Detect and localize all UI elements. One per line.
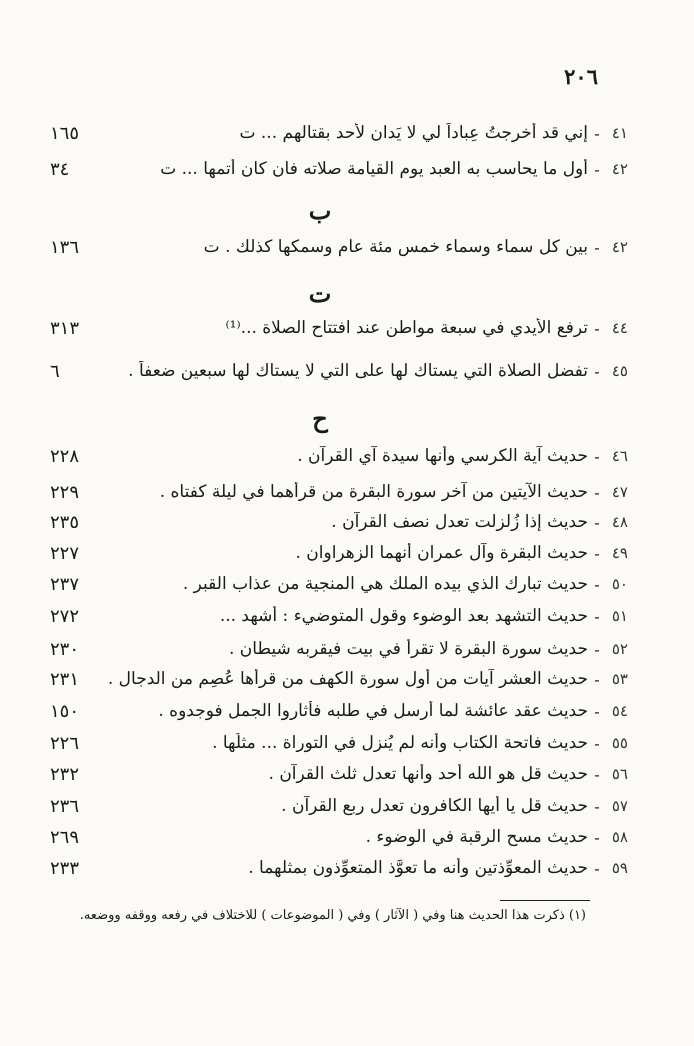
entry-dash: - (594, 543, 600, 563)
entry-marker: ٥٧ (611, 797, 628, 815)
entry-page-number: ٢٣٧ (50, 573, 80, 595)
entry-marker: ٥٨ (611, 828, 628, 846)
entry-marker: ٥٢ (611, 640, 628, 658)
index-entry (46, 356, 628, 386)
entry-dash: - (594, 574, 600, 594)
entry-text: حديث قل يا أيها الكافرون تعدل ربع القرآن . (281, 796, 588, 816)
entry-marker: ٥٤ (611, 702, 628, 720)
entry-text: حديث التشهد بعد الوضوء وقول المتوضيء : أشهد ... (219, 606, 588, 626)
entry-text: حديث الآيتين من آخر سورة البقرة من قرأهما في ليلة كفتاه . (159, 482, 588, 502)
footnote-rule (500, 900, 590, 901)
index-entry (46, 477, 628, 507)
index-entry (46, 313, 628, 343)
entry-marker: ٤٨ (611, 513, 628, 531)
entry-page-number: ٢٣٠ (50, 638, 80, 660)
entry-marker: ٥٠ (611, 575, 628, 593)
entry-text: حديث مسح الرقبة في الوضوء . (365, 827, 588, 847)
index-entry (46, 853, 628, 883)
entry-dash: - (594, 361, 600, 381)
entry-page-number: ٢٢٩ (50, 481, 80, 503)
section-heading: ب (308, 196, 332, 225)
entry-marker: ٤٧ (611, 483, 628, 501)
entry-marker: ٥١ (611, 607, 628, 625)
entry-dash: - (594, 318, 600, 338)
entry-text: إني قد أخرجتُ عِباداً لي لا يَدان لأحد بقتالهم ... ت (239, 123, 588, 143)
entry-page-number: ٢٣٢ (50, 763, 80, 785)
entry-text: حديث فاتحة الكتاب وأنه لم يُنزل في التوراة ... مثلُها . (212, 733, 588, 753)
entry-text: حديث العشر آيات من أول سورة الكهف من قرأها عُصِم من الدجال . (107, 669, 588, 689)
entry-dash: - (594, 606, 600, 626)
entry-dash: - (594, 669, 600, 689)
entry-page-number: ٢٢٦ (50, 732, 80, 754)
index-entry (46, 569, 628, 599)
entry-marker: ٤٢ (611, 160, 628, 178)
entry-page-number: ٣١٣ (50, 317, 80, 339)
index-entry (46, 822, 628, 852)
entry-text: بين كل سماء وسماء خمس مئة عام وسمكها كذلك . ت (203, 237, 588, 257)
entry-marker: ٤٢ (611, 238, 628, 256)
entry-text: حديث البقرة وآل عمران أنهما الزهراوان . (295, 543, 588, 563)
entry-text: أول ما يحاسب به العبد يوم القيامة صلاته فان كان أتمها ... ت (160, 159, 588, 179)
entry-page-number: ٢٧٢ (50, 605, 80, 627)
index-entry (46, 538, 628, 568)
entry-dash: - (594, 159, 600, 179)
entry-text: حديث تبارك الذي بيده الملك هي المنجية من عذاب القبر . (182, 574, 588, 594)
entry-text: حديث إذا زُلزلت تعدل نصف القرآن . (331, 512, 588, 532)
entry-dash: - (594, 237, 600, 257)
entry-dash: - (594, 123, 600, 143)
entry-marker: ٥٥ (611, 734, 628, 752)
index-entry (46, 728, 628, 758)
index-entry (46, 154, 628, 184)
entry-dash: - (594, 482, 600, 502)
entry-dash: - (594, 512, 600, 532)
entry-dash: - (594, 796, 600, 816)
entry-text: حديث سورة البقرة لا تقرأ في بيت فيقربه شيطان . (228, 639, 588, 659)
entry-page-number: ٣٤ (50, 158, 70, 180)
entry-page-number: ١٦٥ (50, 122, 80, 144)
entry-dash: - (594, 764, 600, 784)
entry-page-number: ٢٢٧ (50, 542, 80, 564)
entry-text: ترفع الأيدي في سبعة مواطن عند افتتاح الصلاة ...⁽¹⁾ (225, 318, 588, 338)
entry-dash: - (594, 858, 600, 878)
index-entry (46, 441, 628, 471)
entry-page-number: ٢٣٥ (50, 511, 80, 533)
entry-page-number: ٢٣٦ (50, 795, 80, 817)
entry-marker: ٤١ (611, 124, 628, 142)
index-entry (46, 232, 628, 262)
entry-text: حديث قل هو الله أحد وأنها تعدل ثلث القرآن . (268, 764, 588, 784)
index-entry (46, 791, 628, 821)
entry-marker: ٥٩ (611, 859, 628, 877)
index-entry (46, 507, 628, 537)
index-entry (46, 696, 628, 726)
footnote: (١) ذكرت هذا الحديث هنا وفي ( الآثار ) وفي ( الموضوعات ) للاختلاف في رفعه ووقفه ووضعه. (79, 908, 586, 923)
index-entry (46, 118, 628, 148)
index-entry (46, 601, 628, 631)
entry-page-number: ٦ (50, 360, 60, 382)
index-entry (46, 664, 628, 694)
entry-page-number: ٢٣٣ (50, 857, 80, 879)
entry-text: حديث آية الكرسي وأنها سيدة آي القرآن . (297, 446, 588, 466)
entry-page-number: ٢٦٩ (50, 826, 80, 848)
entry-dash: - (594, 639, 600, 659)
entry-page-number: ٢٢٨ (50, 445, 80, 467)
entry-page-number: ١٥٠ (50, 700, 80, 722)
entry-dash: - (594, 733, 600, 753)
entry-dash: - (594, 446, 600, 466)
entry-marker: ٥٣ (611, 670, 628, 688)
entry-dash: - (594, 827, 600, 847)
index-entry (46, 634, 628, 664)
section-heading: ح (312, 404, 328, 433)
section-heading: ت (308, 279, 332, 308)
entry-marker: ٤٩ (611, 544, 628, 562)
page-number: ٢٠٦ (564, 64, 598, 89)
entry-page-number: ١٣٦ (50, 236, 80, 258)
entry-marker: ٤٥ (611, 362, 628, 380)
index-entry (46, 759, 628, 789)
entry-text: حديث المعوِّذتين وأنه ما تعوَّذ المتعوِّذون بمثلهما . (248, 858, 588, 878)
entry-text: تفضل الصلاة التي يستاك لها على التي لا يستاك لها سبعين ضعفاً . (128, 361, 588, 381)
entry-text: حديث عقد عائشة لما أرسل في طلبه فأثاروا الجمل فوجدوه . (158, 701, 588, 721)
entry-page-number: ٢٣١ (50, 668, 80, 690)
entry-marker: ٥٦ (611, 765, 628, 783)
entry-marker: ٤٦ (611, 447, 628, 465)
entry-marker: ٤٤ (611, 319, 628, 337)
entry-dash: - (594, 701, 600, 721)
